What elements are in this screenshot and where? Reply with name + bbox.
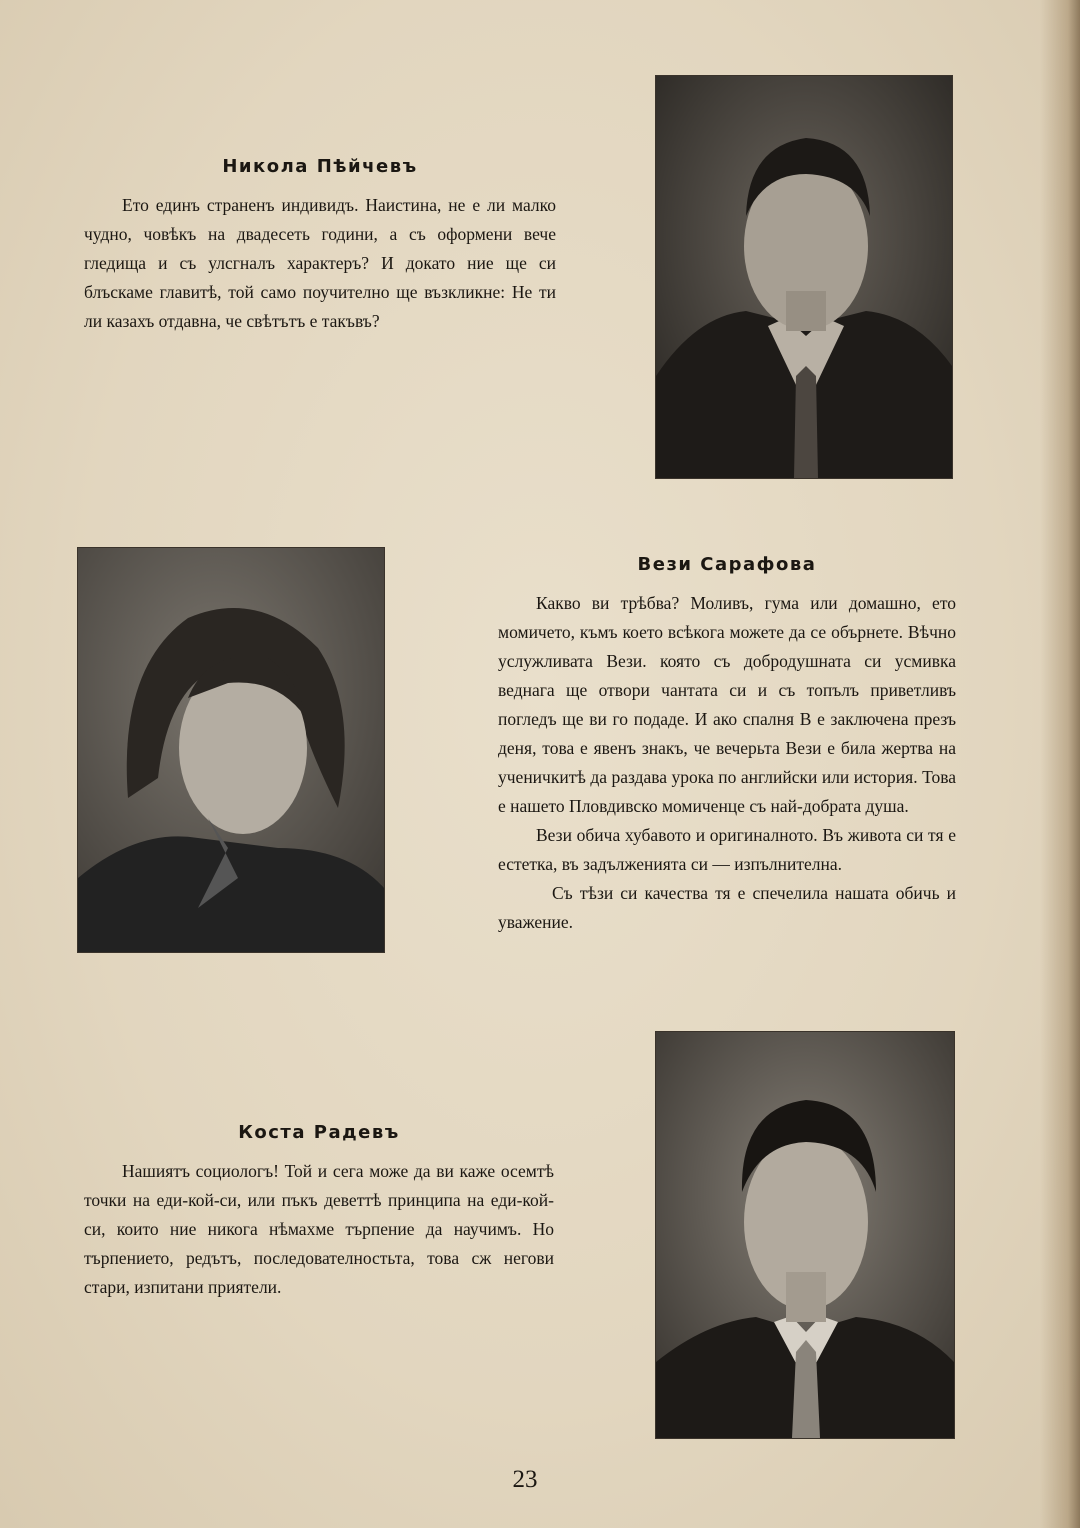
entry-kosta xyxy=(84,1122,554,1302)
portrait-photo-kosta xyxy=(656,1032,954,1438)
entry-text: Нашиятъ социологъ! Той и сега може да ви каже осемтѣ точки на еди-кой-си, или пъкъ деветтѣ принципа на еди-кой-си, които ние никога нѣмахме търпение да научимъ. Но търпението, редътъ, последователностьта, това сж негови стари, изпитани приятели. xyxy=(84,1161,554,1297)
portrait-photo-vezi xyxy=(78,548,384,952)
entry-name: Никола Пѣйчевъ xyxy=(222,156,418,177)
binding-shadow xyxy=(1040,0,1080,1528)
page-number: 23 xyxy=(512,1466,538,1493)
entry-name: Коста Радевъ xyxy=(238,1122,400,1143)
entry-text: Вези обича хубавото и оригиналното. Въ живота си тя е естетка, въ задълженията си — изпълнителна. xyxy=(498,825,956,874)
entry-vezi xyxy=(498,554,956,937)
entry-text: Съ тѣзи си качества тя е спечелила нашата обичь и уважение. xyxy=(498,883,956,932)
entry-nikola xyxy=(84,156,556,336)
entry-name: Вези Сарафова xyxy=(637,554,817,575)
portrait-photo-nikola xyxy=(656,76,952,478)
entry-text: Какво ви трѣбва? Моливъ, гума или домашно, ето момичето, къмъ което всѣкога можете да се обърнете. Вѣчно услужливата Вези. която съ добродушната си усмивка веднага ще отвори чантата си и съ топълъ приветливъ погледъ ще ви го подаде. И ако спалня В е заключена презъ деня, това е явенъ знакъ, че вечерьта Вези е била жертва на ученичкитѣ да раздава урока по английски или история. Това е нашето Пловдивско момиченце съ най-добрата душа. xyxy=(498,593,956,816)
entry-text: Ето единъ страненъ индивидъ. Наистина, не е ли малко чудно, човѣкъ на двадесеть години, а съ оформени вече гледища и съ улсгналъ характеръ? И докато ние ще си блъскаме главитѣ, той само поучително ще възкликне: Не ти ли казахъ отдавна, че свѣтътъ е такъвъ? xyxy=(84,195,556,331)
